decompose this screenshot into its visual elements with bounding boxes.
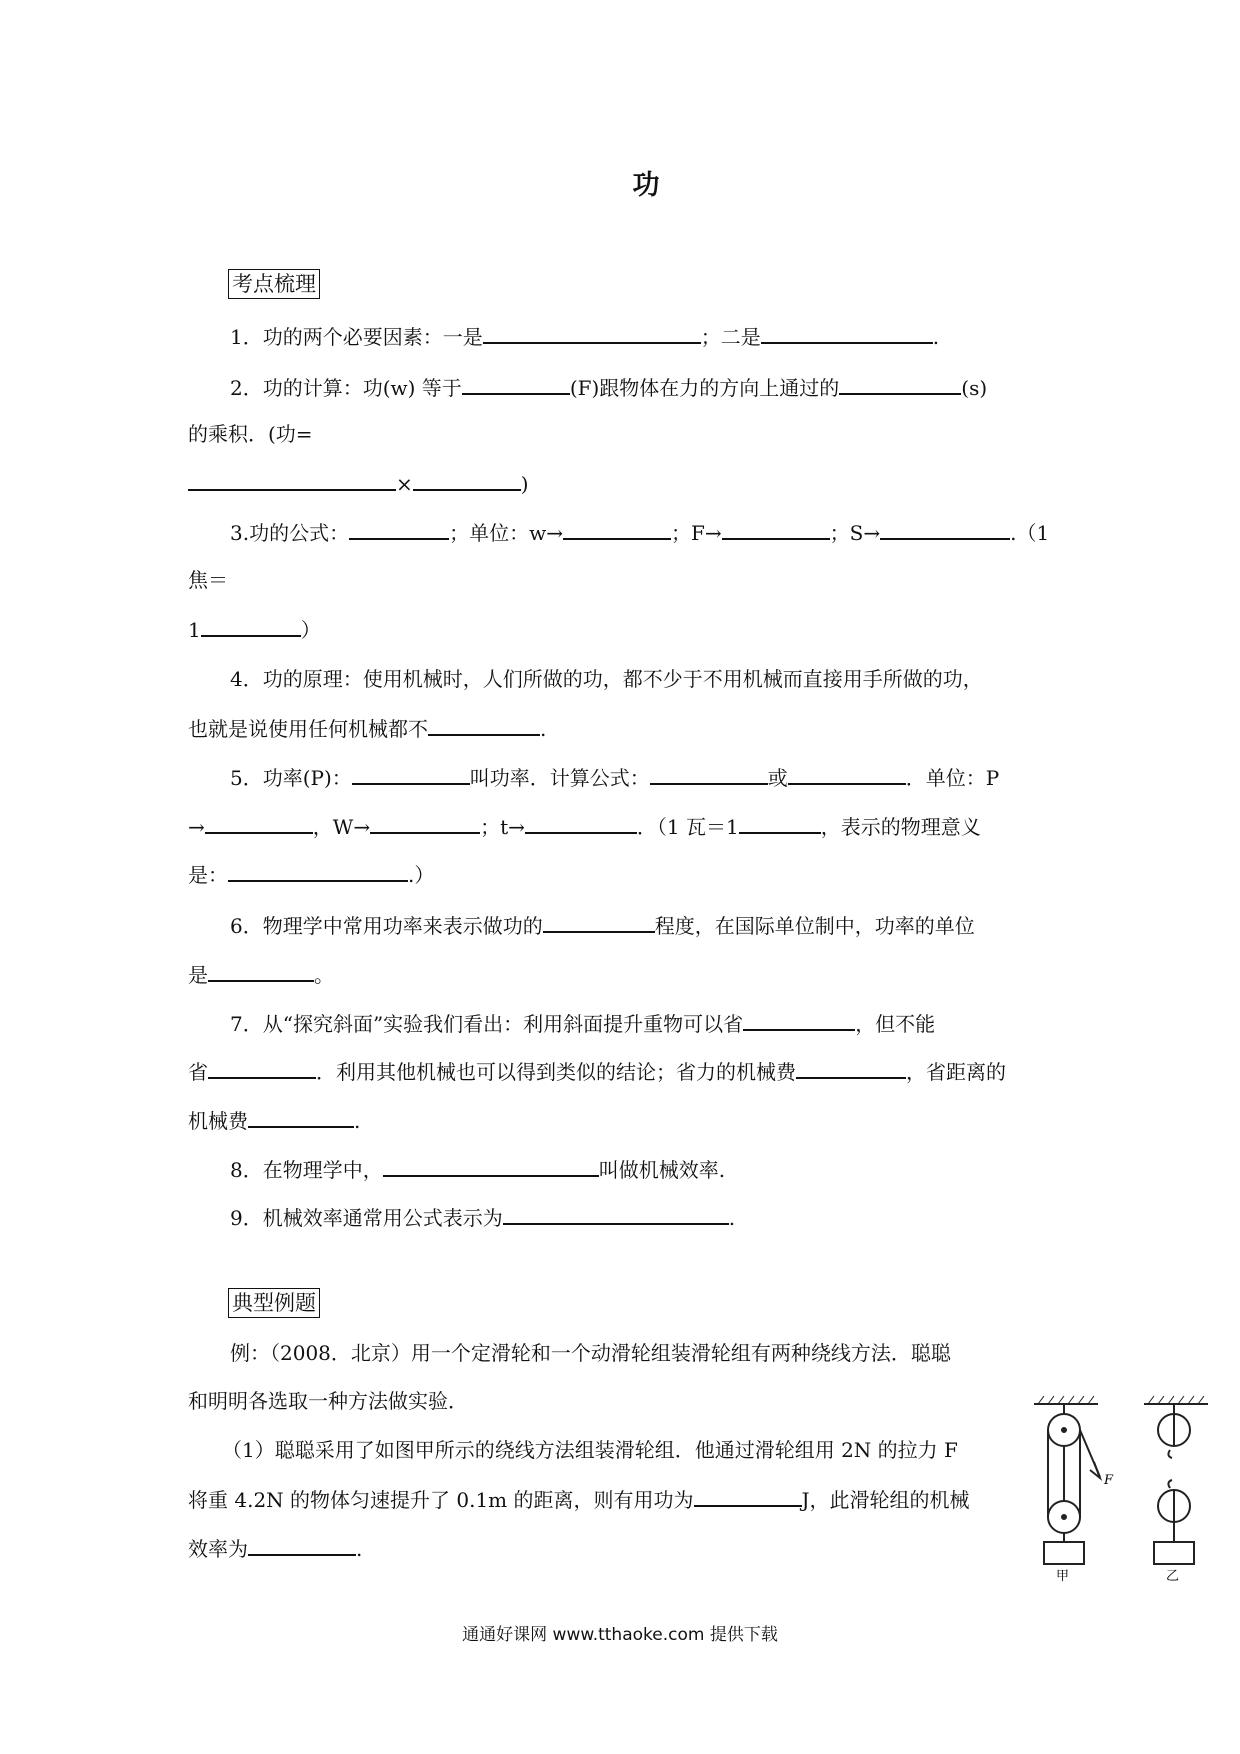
answer-blank <box>761 320 933 344</box>
answer-blank <box>483 320 701 344</box>
answer-blank <box>694 1483 802 1507</box>
question-8: 8．在物理学中， 叫做机械效率. <box>230 1153 725 1185</box>
question-3-cont2: 1 ） <box>188 613 321 645</box>
weight-jia <box>1044 1542 1084 1564</box>
section-heading-review: 考点梳理 <box>228 269 320 299</box>
answer-blank <box>248 1532 356 1556</box>
answer-blank <box>880 516 1010 540</box>
question-6-cont: 是 。 <box>188 958 334 990</box>
answer-blank <box>743 1007 855 1031</box>
example-line-5: 效率为 . <box>188 1532 362 1564</box>
answer-blank <box>248 1104 354 1128</box>
answer-blank <box>370 810 480 834</box>
answer-blank <box>503 1201 729 1225</box>
question-2-formula: × ) <box>188 467 529 499</box>
example-line-3: （1）聪聪采用了如图甲所示的绕线方法组装滑轮组．他通过滑轮组用 2N 的拉力 F <box>222 1438 958 1462</box>
example-line-2: 和明明各选取一种方法做实验． <box>188 1389 468 1413</box>
label-yi: 乙 <box>1166 1569 1180 1582</box>
label-force-f: F <box>1104 1473 1114 1488</box>
label-jia: 甲 <box>1056 1569 1070 1582</box>
page-title: 功 <box>632 170 660 201</box>
answer-blank <box>208 1055 316 1079</box>
answer-blank <box>462 371 570 395</box>
answer-blank <box>796 1055 906 1079</box>
answer-blank <box>201 613 301 637</box>
question-9: 9．机械效率通常用公式表示为 . <box>230 1201 735 1233</box>
answer-blank <box>188 467 396 491</box>
answer-blank <box>839 371 961 395</box>
pulley-figure <box>1030 1392 1220 1582</box>
question-6: 6．物理学中常用功率来表示做功的 程度，在国际单位制中，功率的单位 <box>230 909 975 941</box>
question-4-cont: 也就是说使用任何机械都不 . <box>188 712 546 744</box>
weight-yi <box>1154 1542 1194 1564</box>
answer-blank <box>525 810 637 834</box>
question-3: 3.功的公式： ；单位：w→ ；F→ ；S→ .（1 <box>230 516 1049 548</box>
answer-blank <box>543 909 655 933</box>
answer-blank <box>383 1153 599 1177</box>
question-7-cont: 省 ．利用其他机械也可以得到类似的结论；省力的机械费 ，省距离的 <box>188 1055 1006 1087</box>
answer-blank <box>349 516 449 540</box>
question-4: 4．功的原理：使用机械时，人们所做的功，都不少于不用机械而直接用手所做的功， <box>230 667 983 691</box>
section-heading-examples: 典型例题 <box>228 1288 320 1318</box>
answer-blank <box>650 761 768 785</box>
example-line-1: 例：（2008．北京）用一个定滑轮和一个动滑轮组装滑轮组有两种绕线方法．聪聪 <box>230 1341 951 1365</box>
question-5: 5．功率(P)： 叫功率．计算公式： 或 ．单位：P <box>230 761 999 793</box>
question-7: 7．从“探究斜面”实验我们看出：利用斜面提升重物可以省 ，但不能 <box>230 1007 935 1039</box>
answer-blank <box>205 810 313 834</box>
question-2: 2．功的计算：功(w) 等于 (F)跟物体在力的方向上通过的 (s) <box>230 371 987 403</box>
answer-blank <box>722 516 830 540</box>
question-5-cont2: 是： .） <box>188 858 434 890</box>
question-7-cont2: 机械费 . <box>188 1104 360 1136</box>
answer-blank <box>563 516 671 540</box>
answer-blank <box>228 858 408 882</box>
answer-blank <box>413 467 521 491</box>
footer: 通通好课网 www.tthaoke.com 提供下载 <box>462 1625 778 1645</box>
answer-blank <box>352 761 470 785</box>
answer-blank <box>428 712 540 736</box>
question-1: 1．功的两个必要因素：一是 ；二是 . <box>230 320 939 352</box>
answer-blank <box>208 958 314 982</box>
question-5-cont: → ，W→ ；t→ ．（1 瓦＝1 ，表示的物理意义 <box>188 810 981 842</box>
answer-blank <box>739 810 821 834</box>
answer-blank <box>788 761 906 785</box>
example-line-4: 将重 4.2N 的物体匀速提升了 0.1m 的距离，则有用功为 J，此滑轮组的机械 <box>188 1483 970 1515</box>
question-3-cont: 焦＝ <box>188 568 228 592</box>
question-2-cont: 的乘积．(功= <box>188 422 313 446</box>
